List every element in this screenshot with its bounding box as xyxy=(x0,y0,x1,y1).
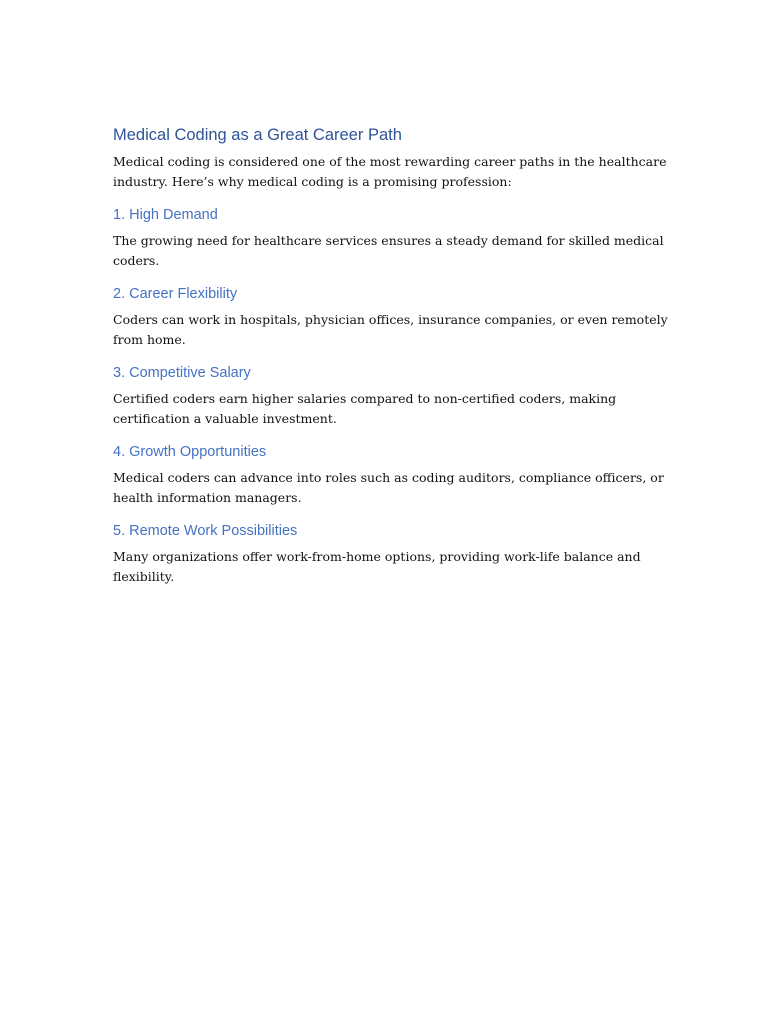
document-page xyxy=(113,124,673,600)
page-title: Medical Coding as a Great Career Path xyxy=(113,126,402,144)
section-body-remote-work: Many organizations offer work-from-home options, providing work-life balance and flexibility. xyxy=(113,549,641,584)
section-body-growth-opportunities: Medical coders can advance into roles such as coding auditors, compliance officers, or health information managers. xyxy=(113,470,664,505)
section-body-high-demand: The growing need for healthcare services ensures a steady demand for skilled medical coders. xyxy=(113,233,664,268)
section-heading-growth-opportunities: 4. Growth Opportunities xyxy=(113,444,267,460)
section-heading-career-flexibility: 2. Career Flexibility xyxy=(113,286,238,302)
section-body-career-flexibility: Coders can work in hospitals, physician offices, insurance companies, or even remotely from home. xyxy=(113,312,668,347)
section-heading-high-demand: 1. High Demand xyxy=(113,207,218,223)
section-body-competitive-salary: Certified coders earn higher salaries compared to non-certified coders, making certification a valuable investment. xyxy=(113,391,617,426)
intro-paragraph: Medical coding is considered one of the most rewarding career paths in the healthcare industry. Here’s why medical coding is a promising profession: xyxy=(113,154,667,189)
section-heading-competitive-salary: 3. Competitive Salary xyxy=(113,365,251,381)
section-heading-remote-work: 5. Remote Work Possibilities xyxy=(113,523,298,539)
